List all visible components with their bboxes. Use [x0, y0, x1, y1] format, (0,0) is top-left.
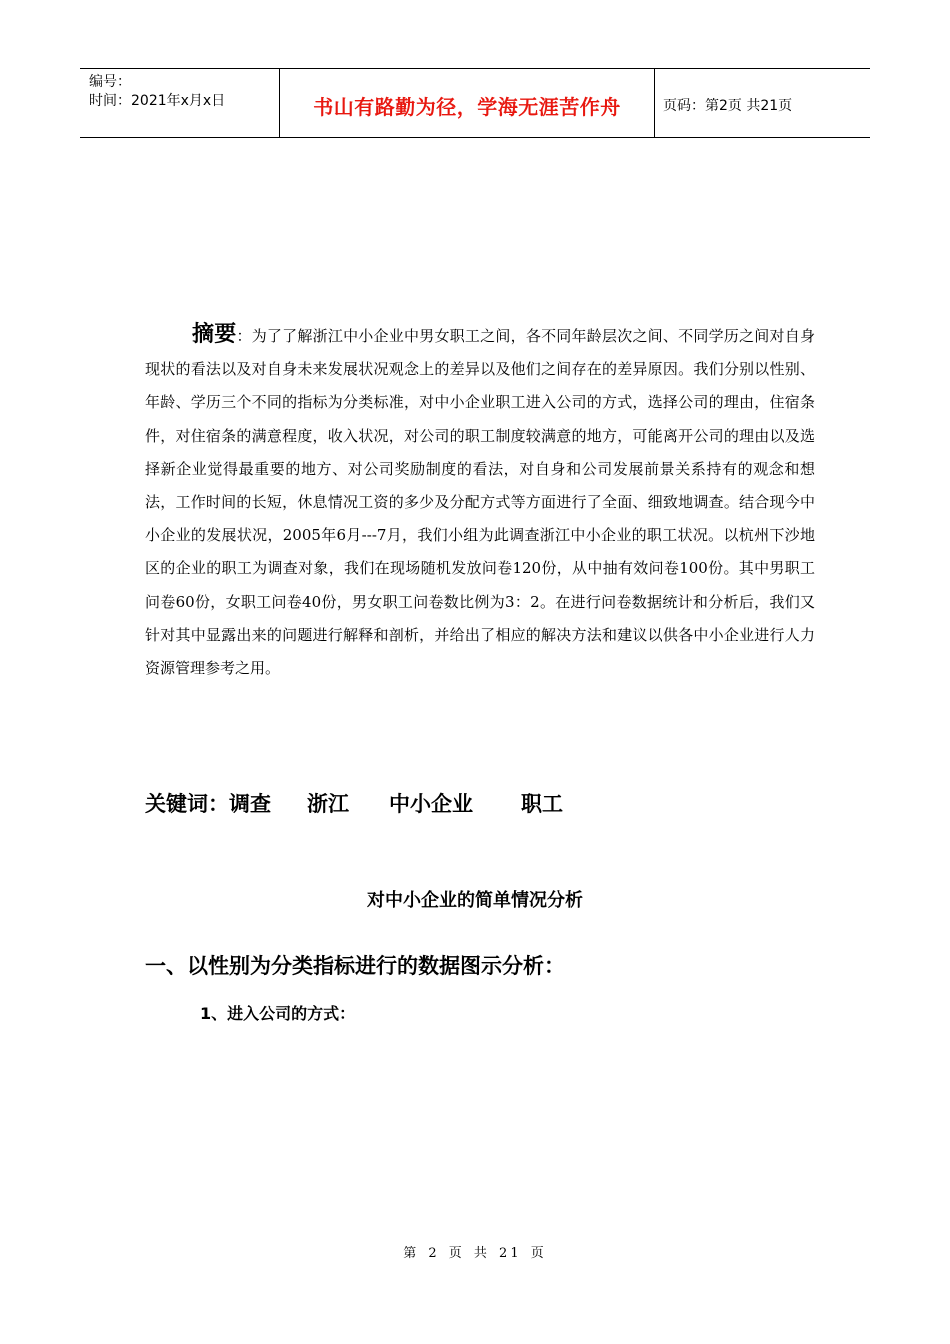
heading-level-2: 1、进入公司的方式：: [200, 1004, 356, 1023]
document-number-label: 编号：: [89, 74, 131, 90]
section-title-text: 对中小企业的简单情况分析: [367, 890, 583, 911]
abstract-colon: ：: [236, 327, 252, 345]
keyword-item: 浙江: [307, 792, 349, 816]
keyword-item: 中小企业: [389, 792, 473, 816]
document-date-label: 时间：2021年x月x日: [89, 93, 226, 109]
header-page-info: 页码：第2页 共21页: [663, 98, 793, 114]
keyword-item: 职工: [521, 792, 563, 816]
abstract-title: 摘要: [192, 322, 237, 347]
abstract-paragraph: [145, 318, 815, 685]
header-meta-cell: [80, 69, 280, 137]
keyword-item: 调查: [229, 792, 271, 816]
page-header: [80, 68, 870, 138]
abstract-body: 为了了解浙江中小企业中男女职工之间，各不同年龄层次之间、不同学历之间对自身现状的看法以及对自身未来发展状况观念上的差异以及他们之间存在的差异原因。我们分别以性别、年龄、学历三个不同的指标为分类标准，对中小企业职工进入公司的方式，选择公司的理由，住宿条件，对住宿条的满意程度，收入状况，对公司的职工制度较满意的地方，可能离开公司的理由以及选择新企业觉得最重要的地方、对公司奖励制度的看法，对自身和公司发展前景关系持有的观念和想法，工作时间的长短，休息情况工资的多少及分配方式等方面进行了全面、细致地调查。结合现今中小企业的发展状况，2005年6月---7月，我们小组为此调查浙江中小企业的职工状况。以杭州下沙地区的企业的职工为调查对象，我们在现场随机发放问卷120份，从中抽有效问卷100份。其中男职工问卷60份，女职工问卷40份，男女职工问卷数比例为3：2。在进行问卷数据统计和分析后，我们又针对其中显露出来的问题进行解释和剖析，并给出了相应的解决方法和建议以供各中小企业进行人力资源管理参考之用。: [145, 327, 815, 678]
keywords-label: 关键词：: [145, 792, 229, 816]
keywords-line: [145, 786, 815, 822]
page-footer: 第 2 页 共 21 页: [403, 1246, 547, 1261]
section-title: [0, 886, 950, 916]
heading-level-1: 一、以性别为分类指标进行的数据图示分析：: [145, 954, 565, 978]
header-motto: 书山有路勤为径，学海无涯苦作舟: [280, 69, 655, 137]
